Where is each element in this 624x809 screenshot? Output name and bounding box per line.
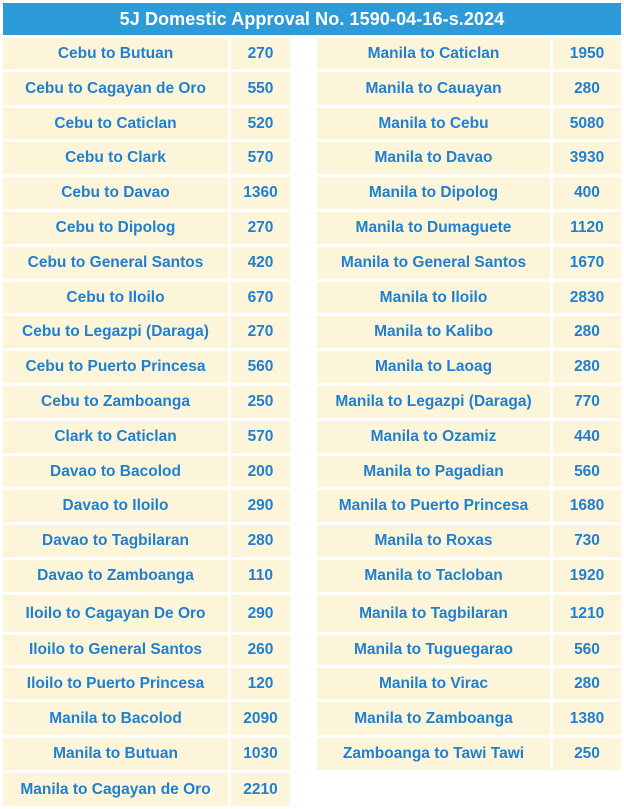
table-row (3, 595, 290, 632)
price-cell: 120 (231, 668, 290, 699)
table-row (3, 212, 290, 244)
price-cell: 3930 (553, 142, 621, 174)
route-cell: Manila to Roxas (317, 525, 550, 557)
route-cell: Iloilo to Cagayan De Oro (3, 595, 228, 632)
table-row (317, 351, 621, 383)
price-cell: 280 (231, 525, 290, 557)
route-cell: Cebu to Legazpi (Daraga) (3, 316, 228, 348)
price-cell: 1920 (553, 560, 621, 592)
table-row (317, 595, 621, 632)
price-cell: 1950 (553, 38, 621, 69)
route-cell: Cebu to Iloilo (3, 282, 228, 313)
table-row (317, 702, 621, 735)
route-cell: Manila to Butuan (3, 738, 228, 770)
price-cell: 280 (553, 72, 621, 105)
table-row (3, 351, 290, 383)
table-row (317, 635, 621, 665)
route-cell: Iloilo to Puerto Princesa (3, 668, 228, 699)
route-cell: Cebu to General Santos (3, 247, 228, 279)
price-cell: 280 (553, 351, 621, 383)
table-row (317, 456, 621, 487)
left-route-table (3, 38, 290, 809)
route-cell: Clark to Caticlan (3, 421, 228, 453)
price-cell: 250 (231, 386, 290, 418)
table-row (3, 38, 290, 69)
table-row (317, 247, 621, 279)
price-cell: 1380 (553, 702, 621, 735)
route-cell: Cebu to Cagayan de Oro (3, 72, 228, 105)
price-cell: 270 (231, 212, 290, 244)
table-row (317, 316, 621, 348)
table-row (317, 386, 621, 418)
price-cell: 110 (231, 560, 290, 592)
route-cell: Manila to Virac (317, 668, 550, 699)
route-cell: Manila to Puerto Princesa (317, 490, 550, 522)
route-cell: Manila to Caticlan (317, 38, 550, 69)
price-cell: 250 (553, 738, 621, 770)
table-row (3, 635, 290, 665)
route-cell: Cebu to Zamboanga (3, 386, 228, 418)
route-cell: Manila to Kalibo (317, 316, 550, 348)
route-cell: Manila to Davao (317, 142, 550, 174)
route-cell: Manila to Laoag (317, 351, 550, 383)
price-cell: 2090 (231, 702, 290, 735)
table-row (3, 142, 290, 174)
price-cell: 280 (553, 316, 621, 348)
table-row (317, 108, 621, 139)
route-cell: Manila to Tuguegarao (317, 635, 550, 665)
price-cell: 270 (231, 316, 290, 348)
table-row (317, 212, 621, 244)
route-cell: Manila to Iloilo (317, 282, 550, 313)
table-row (317, 525, 621, 557)
table-row (3, 108, 290, 139)
route-cell: Iloilo to General Santos (3, 635, 228, 665)
table-row (317, 38, 621, 69)
table-row (317, 142, 621, 174)
price-cell: 560 (231, 351, 290, 383)
price-cell: 2210 (231, 773, 290, 806)
table-row (317, 738, 621, 770)
price-cell: 730 (553, 525, 621, 557)
route-cell: Manila to Zamboanga (317, 702, 550, 735)
price-cell: 420 (231, 247, 290, 279)
route-cell: Cebu to Davao (3, 177, 228, 209)
route-cell: Cebu to Caticlan (3, 108, 228, 139)
table-row (317, 668, 621, 699)
table-row (317, 282, 621, 313)
table-row (3, 702, 290, 735)
route-cell: Davao to Iloilo (3, 490, 228, 522)
route-cell: Davao to Tagbilaran (3, 525, 228, 557)
price-cell: 1680 (553, 490, 621, 522)
price-cell: 560 (553, 456, 621, 487)
route-cell: Manila to Cagayan de Oro (3, 773, 228, 806)
price-cell: 550 (231, 72, 290, 105)
route-cell: Manila to Dumaguete (317, 212, 550, 244)
table-row (317, 421, 621, 453)
table-row (3, 560, 290, 592)
table-row (3, 316, 290, 348)
price-cell: 260 (231, 635, 290, 665)
price-cell: 1360 (231, 177, 290, 209)
price-cell: 1120 (553, 212, 621, 244)
price-cell: 2830 (553, 282, 621, 313)
price-cell: 770 (553, 386, 621, 418)
table-row (3, 668, 290, 699)
price-cell: 520 (231, 108, 290, 139)
price-cell: 560 (553, 635, 621, 665)
price-cell: 5080 (553, 108, 621, 139)
route-cell: Manila to Pagadian (317, 456, 550, 487)
route-cell: Manila to Bacolod (3, 702, 228, 735)
table-row (3, 773, 290, 806)
table-row (317, 560, 621, 592)
price-cell: 1210 (553, 595, 621, 632)
table-row (317, 490, 621, 522)
route-cell: Cebu to Dipolog (3, 212, 228, 244)
price-cell: 270 (231, 38, 290, 69)
route-cell: Cebu to Butuan (3, 38, 228, 69)
route-cell: Manila to Cauayan (317, 72, 550, 105)
route-cell: Zamboanga to Tawi Tawi (317, 738, 550, 770)
route-cell: Davao to Zamboanga (3, 560, 228, 592)
route-cell: Manila to Dipolog (317, 177, 550, 209)
price-cell: 290 (231, 490, 290, 522)
route-cell: Cebu to Clark (3, 142, 228, 174)
price-cell: 280 (553, 668, 621, 699)
table-row (317, 177, 621, 209)
route-cell: Manila to Legazpi (Daraga) (317, 386, 550, 418)
route-cell: Manila to Ozamiz (317, 421, 550, 453)
price-cell: 440 (553, 421, 621, 453)
route-cell: Manila to Cebu (317, 108, 550, 139)
table-row (3, 525, 290, 557)
table-row (3, 456, 290, 487)
table-row (3, 738, 290, 770)
right-route-table (317, 38, 621, 773)
table-row (3, 72, 290, 105)
price-cell: 290 (231, 595, 290, 632)
route-cell: Manila to Tacloban (317, 560, 550, 592)
route-cell: Manila to Tagbilaran (317, 595, 550, 632)
price-cell: 1670 (553, 247, 621, 279)
table-row (3, 282, 290, 313)
route-cell: Cebu to Puerto Princesa (3, 351, 228, 383)
table-row (3, 490, 290, 522)
route-cell: Manila to General Santos (317, 247, 550, 279)
table-row (3, 247, 290, 279)
price-cell: 200 (231, 456, 290, 487)
price-cell: 1030 (231, 738, 290, 770)
table-row (3, 177, 290, 209)
table-row (317, 72, 621, 105)
table-row (3, 386, 290, 418)
table-row (3, 421, 290, 453)
price-cell: 570 (231, 142, 290, 174)
price-cell: 570 (231, 421, 290, 453)
page-title: 5J Domestic Approval No. 1590-04-16-s.2024 (3, 3, 621, 35)
price-cell: 400 (553, 177, 621, 209)
route-cell: Davao to Bacolod (3, 456, 228, 487)
price-cell: 670 (231, 282, 290, 313)
